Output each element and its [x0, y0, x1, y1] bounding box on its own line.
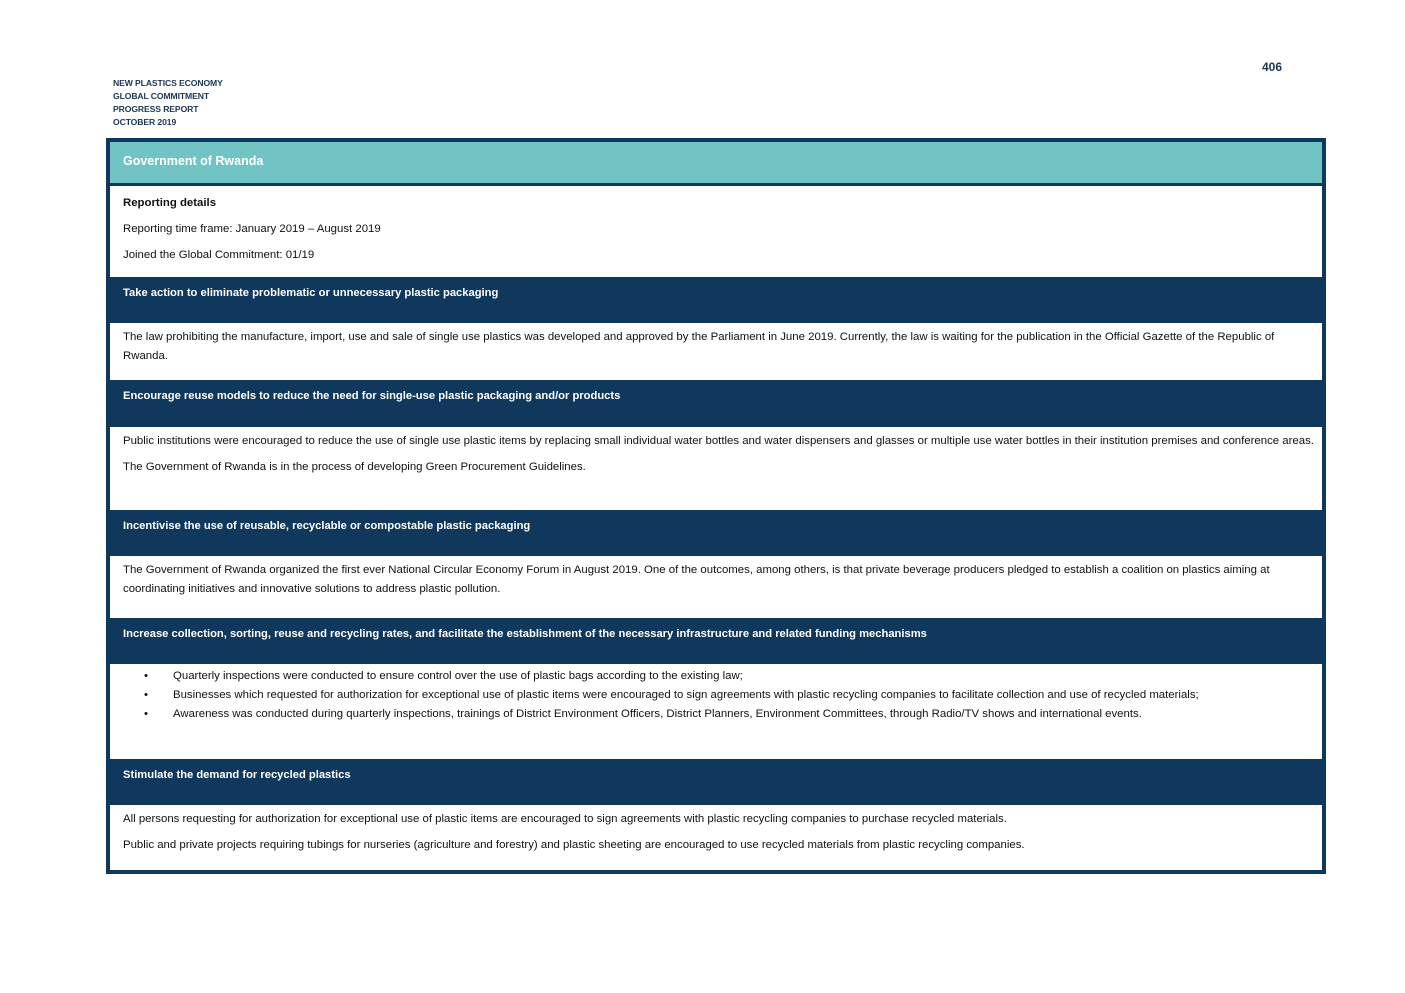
- section-paragraph: Public and private projects requiring tubings for nurseries (agriculture and forestry) and plastic sheeting are encouraged to use recycled materials from plastic recycling companies.: [123, 839, 1025, 851]
- section-paragraph: Public institutions were encouraged to reduce the use of single use plastic items by replacing small individual water bottles and water dispensers and glasses or multiple use water bottles in their institution premises and conference areas.: [123, 435, 1314, 447]
- section-paragraph: All persons requesting for authorization for exceptional use of plastic items are encouraged to sign agreements with plastic recycling companies to purchase recycled materials.: [123, 813, 1007, 825]
- section-heading: Take action to eliminate problematic or unnecessary plastic packaging: [110, 277, 1322, 323]
- joined-date: Joined the Global Commitment: 01/19: [123, 249, 315, 261]
- bullet-marker: •: [144, 708, 148, 720]
- reporting-time-frame: Reporting time frame: January 2019 – August 2019: [123, 223, 381, 235]
- table-title: Government of Rwanda: [110, 142, 1322, 183]
- section-content: [110, 323, 1322, 380]
- section-content: [110, 664, 1322, 759]
- bullet-item: [123, 667, 1316, 686]
- section-paragraph: The law prohibiting the manufacture, import, use and sale of single use plastics was developed and approved by the Parliament in June 2019. Currently, the law is waiting for the publication in the Official Gazette of the Republic of Rwanda.: [123, 331, 1275, 362]
- section-heading: Increase collection, sorting, reuse and recycling rates, and facilitate the establishment of the necessary infrastructure and related funding mechanisms: [110, 618, 1322, 664]
- section-content: [110, 427, 1322, 510]
- bullet-text: Quarterly inspections were conducted to ensure control over the use of plastic bags according to the existing law;: [173, 670, 743, 682]
- header-line-1: NEW PLASTICS ECONOMY: [113, 78, 223, 88]
- header-line-3: PROGRESS REPORT: [113, 104, 199, 114]
- section-heading: Incentivise the use of reusable, recyclable or compostable plastic packaging: [110, 510, 1322, 556]
- bullet-marker: •: [144, 670, 148, 682]
- section-heading: Encourage reuse models to reduce the need for single-use plastic packaging and/or products: [110, 380, 1322, 427]
- bullet-marker: •: [144, 689, 148, 701]
- section-paragraph: The Government of Rwanda organized the first ever National Circular Economy Forum in August 2019. One of the outcomes, among others, is that private beverage producers pledged to establish a coalition on plastics aiming at coordinating initiatives and innovative solutions to address plastic pollution.: [123, 564, 1270, 595]
- bullet-item: [123, 686, 1316, 705]
- report-header: [113, 77, 223, 129]
- bullet-text: Businesses which requested for authorization for exceptional use of plastic items were encouraged to sign agreements with plastic recycling companies to facilitate collection and use of recycled materials;: [173, 689, 1199, 701]
- bullet-text: Awareness was conducted during quarterly inspections, trainings of District Environment Officers, District Planners, Environment Committees, through Radio/TV shows and international events.: [173, 708, 1142, 720]
- bullet-list: [123, 667, 1316, 724]
- page-number: 406: [1262, 60, 1283, 74]
- section-content: [110, 556, 1322, 618]
- header-line-2: GLOBAL COMMITMENT: [113, 91, 210, 101]
- reporting-details-row: [110, 186, 1322, 277]
- bullet-item: [123, 705, 1316, 724]
- section-heading: Stimulate the demand for recycled plastics: [110, 759, 1322, 805]
- section-paragraph: The Government of Rwanda is in the process of developing Green Procurement Guidelines.: [123, 461, 586, 473]
- reporting-details-heading: Reporting details: [123, 197, 217, 209]
- header-line-4: OCTOBER 2019: [113, 117, 177, 127]
- section-content: [110, 805, 1322, 870]
- report-table: [106, 138, 1326, 874]
